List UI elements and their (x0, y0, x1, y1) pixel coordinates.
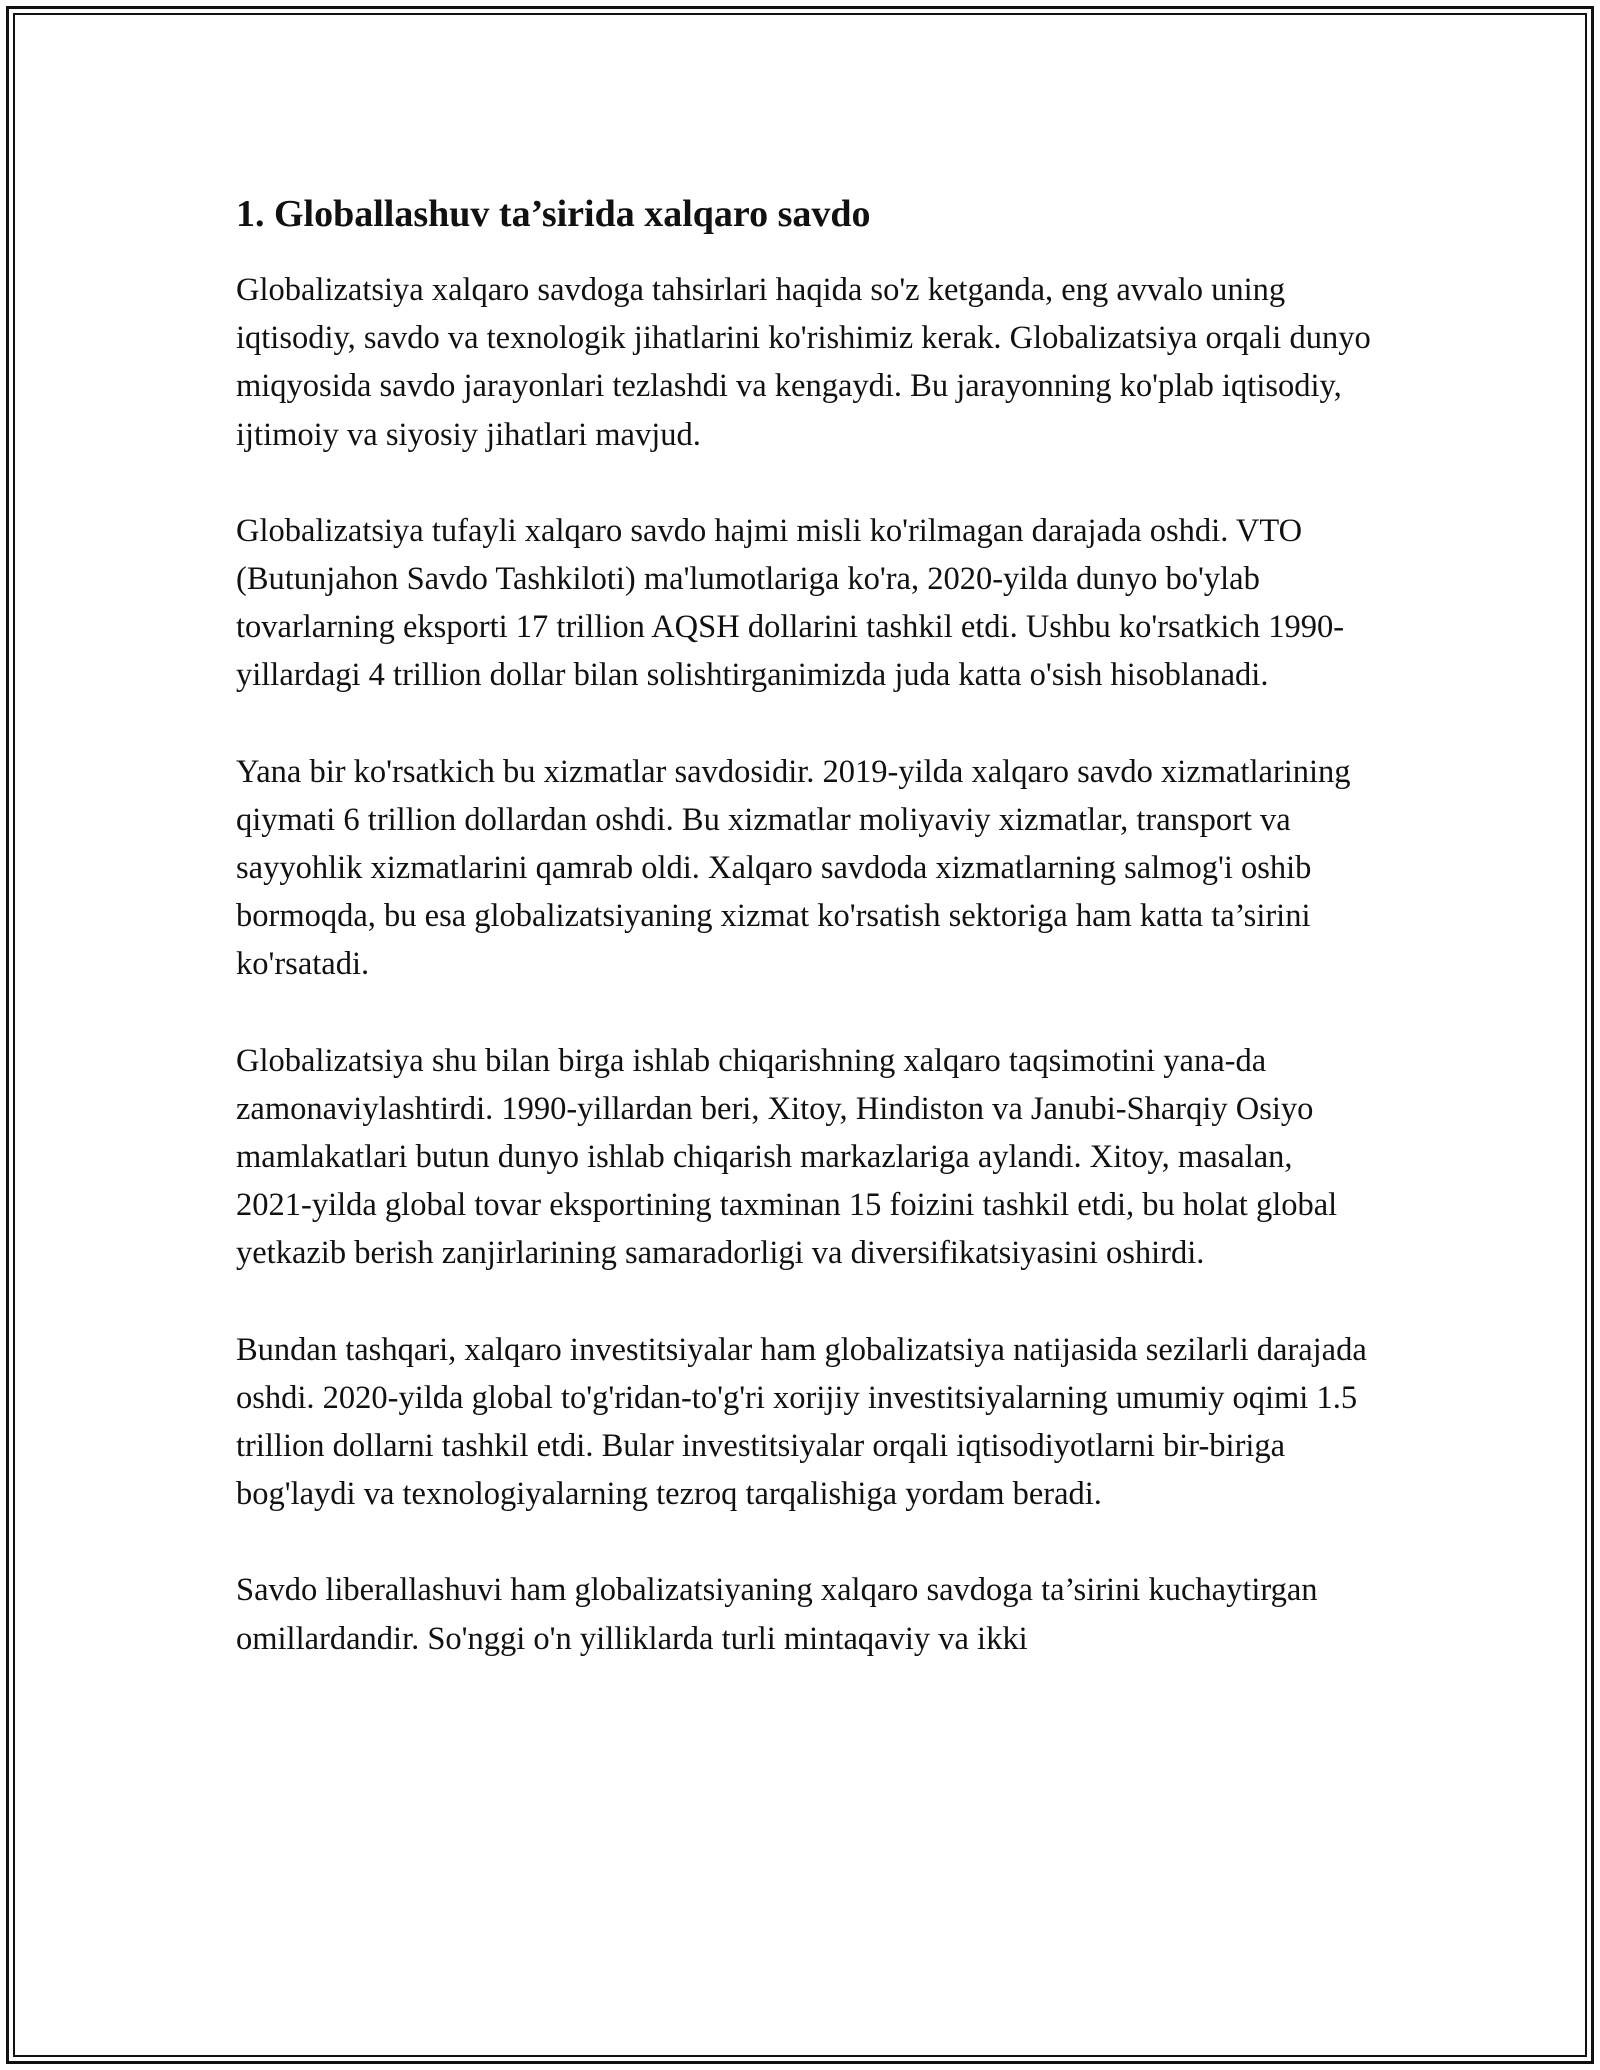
paragraph-2: Globalizatsiya tufayli xalqaro savdo hajmi misli ko'rilmagan darajada oshdi. VTO (Butunjahon Savdo Tashkiloti) ma'lumotlariga ko'ra, 2020-yilda dunyo bo'ylab tovarlarning eksporti 17 trillion AQSH dollarini tashkil etdi. Ushbu ko'rsatkich 1990-yillardagi 4 trillion dollar bilan solishtirganimizda juda katta o'sish hisoblanadi. (236, 512, 1345, 694)
paragraph-5: Bundan tashqari, xalqaro investitsiyalar ham globalizatsiya natijasida sezilarli darajada oshdi. 2020-yilda global to'g'ridan-to'g'ri xorijiy investitsiyalarning umumiy oqimi 1.5 trillion dollarni tashkil etdi. Bular investitsiyalar orqali iqtisodiyotlarni bir-biriga bog'laydi va texnologiyalarning tezroq tarqalishiga yordam beradi. (236, 1331, 1367, 1513)
document-body (236, 188, 1376, 1711)
section-heading: 1. Globallashuv ta’sirida xalqaro savdo (236, 193, 871, 235)
paragraph-6: Savdo liberallashuvi ham globalizatsiyaning xalqaro savdoga ta’sirini kuchaytirgan omillardandir. So'nggi o'n yilliklarda turli mintaqaviy va ikki (236, 1572, 1318, 1657)
paragraph-3: Yana bir ko'rsatkich bu xizmatlar savdosidir. 2019-yilda xalqaro savdo xizmatlarining qiymati 6 trillion dollardan oshdi. Bu xizmatlar moliyaviy xizmatlar, transport va sayyohlik xizmatlarini qamrab oldi. Xalqaro savdoda xizmatlarning salmog'i oshib bormoqda, bu esa globalizatsiyaning xizmat ko'rsatish sektoriga ham katta ta’sirini ko'rsatadi. (236, 753, 1351, 983)
paragraph-1: Globalizatsiya xalqaro savdoga tahsirlari haqida so'z ketganda, eng avvalo uning iqtisodiy, savdo va texnologik jihatlarini ko'rishimiz kerak. Globalizatsiya orqali dunyo miqyosida savdo jarayonlari tezlashdi va kengaydi. Bu jarayonning ko'plab iqtisodiy, ijtimoiy va siyosiy jihatlari mavjud. (236, 272, 1371, 453)
paragraph-4: Globalizatsiya shu bilan birga ishlab chiqarishning xalqaro taqsimotini yana-da zamonaviylashtirdi. 1990-yillardan beri, Xitoy, Hindiston va Janubi-Sharqiy Osiyo mamlakatlari butun dunyo ishlab chiqarish markazlariga aylandi. Xitoy, masalan, 2021-yilda global tovar eksportining taxminan 15 foizini tashkil etdi, bu holat global yetkazib berish zanjirlarining samaradorligi va diversifikatsiyasini oshirdi. (236, 1042, 1338, 1272)
